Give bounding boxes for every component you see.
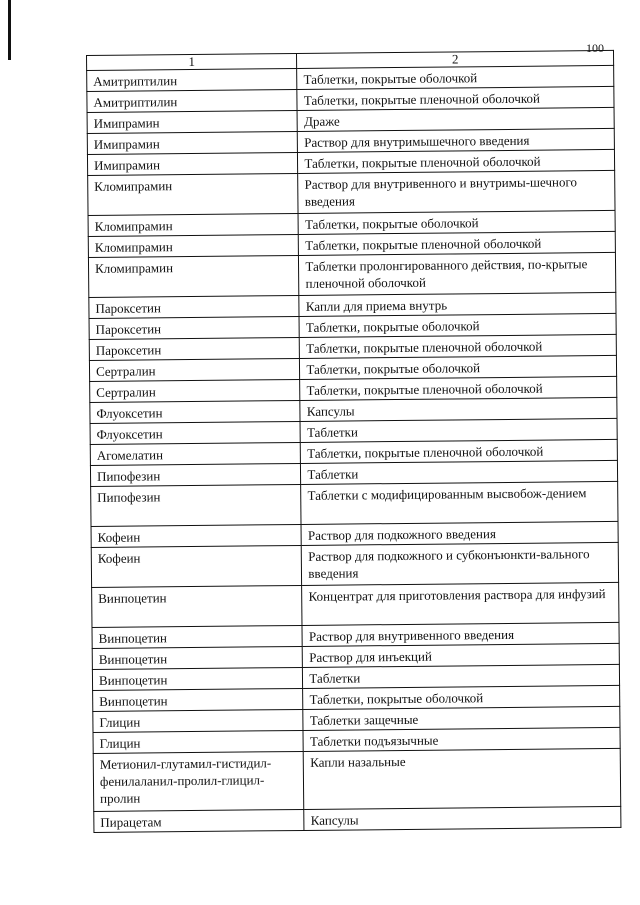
table-row (93, 748, 621, 811)
dosage-form-cell: Раствор для внутривенного и внутримы-шечного введения (298, 170, 615, 213)
drug-name-cell: Пароксетин (89, 295, 300, 318)
dosage-form-cell: Капсулы (304, 806, 621, 830)
dosage-form-cell: Таблетки, покрытые пленочной оболочкой (300, 376, 617, 400)
dosage-form-cell: Капсулы (300, 397, 617, 421)
drug-name-cell: Кломипрамин (88, 213, 299, 236)
drug-name-cell: Сертралин (90, 379, 301, 402)
dosage-form-cell: Таблетки (301, 460, 618, 484)
dosage-form-cell: Капли назальные (304, 748, 621, 809)
dosage-form-cell: Раствор для инъекций (303, 643, 620, 667)
drug-name-cell: Пипофезин (90, 463, 301, 486)
dosage-form-cell: Таблетки, покрытые пленочной оболочкой (299, 231, 616, 255)
dosage-form-cell: Раствор для внутримышечного введения (298, 128, 615, 152)
column-header-1: 1 (87, 53, 298, 70)
drug-name-cell: Сертралин (89, 358, 300, 381)
drug-name-cell: Винпоцетин (92, 667, 303, 690)
drug-name-cell: Винпоцетин (92, 646, 303, 669)
drug-name-cell: Амитриптилин (87, 68, 298, 91)
drug-name-cell: Глицин (93, 709, 304, 732)
drug-name-cell: Амитриптилин (87, 89, 298, 112)
dosage-form-cell: Раствор для подкожного и субконъюнкти-вального введения (302, 542, 619, 585)
drug-name-cell: Кломипрамин (88, 234, 299, 257)
drug-name-cell: Пароксетин (89, 337, 300, 360)
dosage-form-cell: Таблетки, покрытые оболочкой (297, 65, 614, 89)
dosage-form-cell: Таблетки, покрытые оболочкой (299, 313, 616, 337)
table-row (91, 542, 618, 587)
drug-name-cell: Флуоксетин (90, 421, 301, 444)
dosage-form-cell: Таблетки, покрытые пленочной оболочкой (298, 149, 615, 173)
drug-name-cell: Кломипрамин (88, 255, 299, 297)
table-row (88, 170, 615, 215)
column-header-2: 2 (297, 50, 614, 68)
drug-name-cell: Имипрамин (87, 152, 298, 175)
drug-forms-table (86, 50, 621, 833)
scan-edge-mark (8, 0, 11, 60)
table-row (91, 481, 618, 526)
drug-name-cell: Кломипрамин (88, 173, 299, 215)
table-row (94, 806, 621, 832)
dosage-form-cell: Таблетки, покрытые оболочкой (303, 685, 620, 709)
dosage-form-cell: Концентрат для приготовления раствора для инфузий (302, 582, 619, 625)
dosage-form-cell: Таблетки подъязычные (303, 727, 620, 751)
dosage-form-cell: Таблетки, покрытые оболочкой (300, 355, 617, 379)
drug-name-cell: Винпоцетин (92, 585, 303, 627)
table-row (88, 252, 615, 297)
dosage-form-cell: Драже (297, 107, 614, 131)
dosage-form-cell: Таблетки с модифицированным высвобож-дением (301, 481, 618, 524)
drug-name-cell: Винпоцетин (92, 625, 303, 648)
dosage-form-cell: Таблетки, покрытые пленочной оболочкой (301, 439, 618, 463)
drug-name-cell: Пирацетам (94, 809, 305, 832)
drug-name-cell: Агомелатин (90, 442, 301, 465)
dosage-form-cell: Таблетки (303, 664, 620, 688)
dosage-form-cell: Таблетки, покрытые пленочной оболочкой (300, 334, 617, 358)
drug-name-cell: Пипофезин (91, 484, 302, 526)
drug-name-cell: Пароксетин (89, 316, 300, 339)
drug-name-cell: Флуоксетин (90, 400, 301, 423)
dosage-form-cell: Раствор для подкожного введения (301, 521, 618, 545)
dosage-form-cell: Таблетки (300, 418, 617, 442)
drug-name-cell: Кофеин (91, 545, 302, 587)
table-row (92, 582, 619, 627)
drug-name-cell: Имипрамин (87, 131, 298, 154)
drug-name-cell: Имипрамин (87, 110, 298, 133)
drug-name-cell: Глицин (93, 730, 304, 753)
drug-name-cell: Винпоцетин (93, 688, 304, 711)
dosage-form-cell: Таблетки пролонгированного действия, по-крытые пленочной оболочкой (299, 252, 616, 295)
dosage-form-cell: Таблетки защечные (303, 706, 620, 730)
dosage-form-cell: Раствор для внутривенного введения (302, 622, 619, 646)
dosage-form-cell: Таблетки, покрытые оболочкой (298, 210, 615, 234)
dosage-form-cell: Таблетки, покрытые пленочной оболочкой (297, 86, 614, 110)
page-number: 100 (586, 41, 604, 55)
drug-name-cell: Метионил-глутамил-гистидил-фенилаланил-пролил-глицил-пролин (93, 751, 304, 811)
dosage-form-cell: Капли для приема внутрь (299, 292, 616, 316)
drug-name-cell: Кофеин (91, 524, 302, 547)
